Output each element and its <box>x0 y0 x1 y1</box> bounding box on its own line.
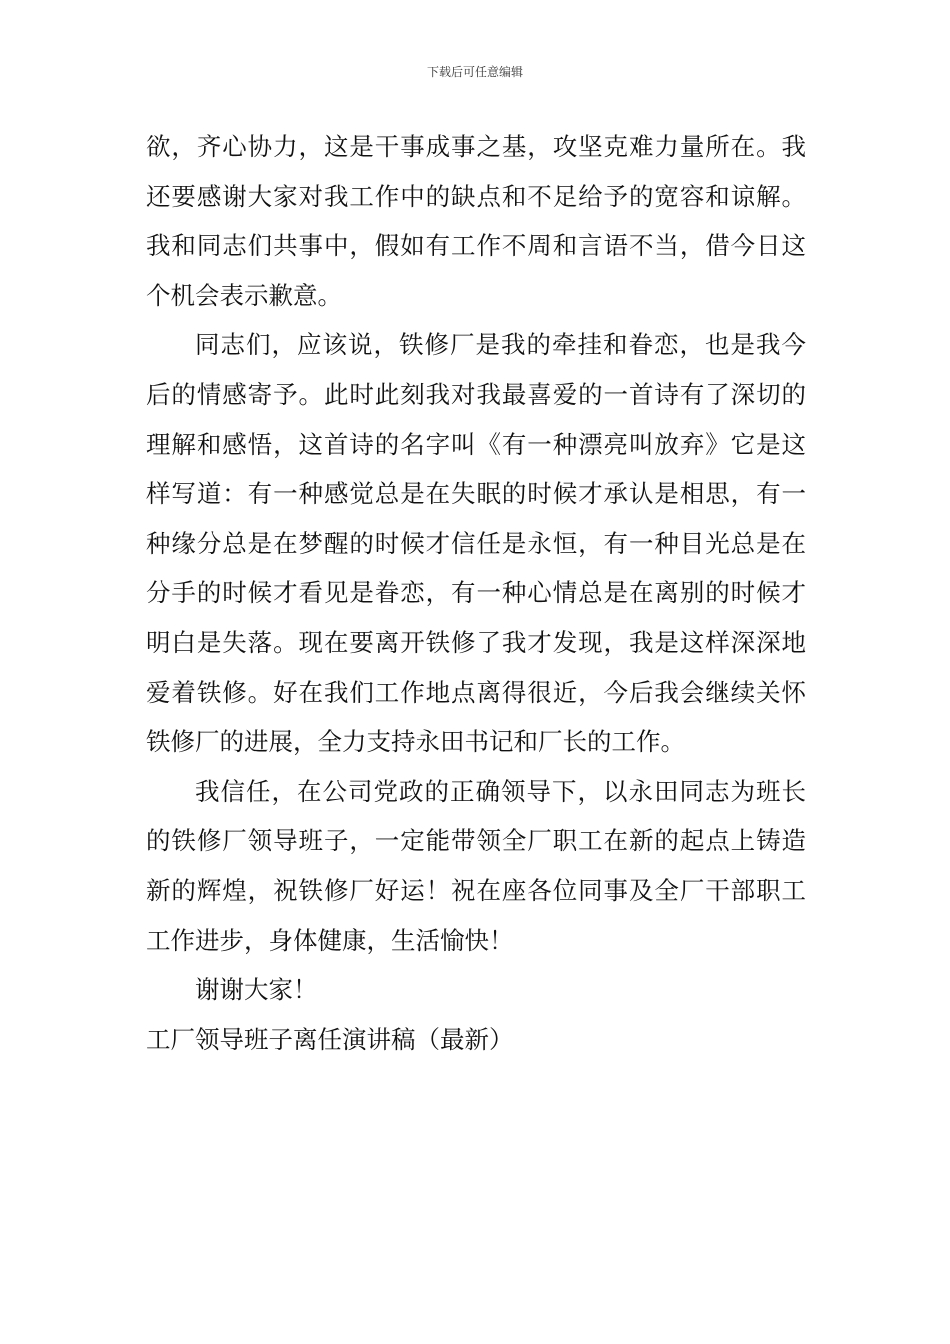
paragraph-poem: 同志们，应该说，铁修厂是我的牵挂和眷恋，也是我今后的情感寄予。此时此刻我对我最喜爱的一首诗有了深切的理解和感悟，这首诗的名字叫《有一种漂亮叫放弃》它是这样写道：有一种感觉总是在失眠的时候才承认是相思，有一种缘分总是在梦醒的时候才信任是永恒，有一种目光总是在分手的时候才看见是眷恋，有一种心情总是在离别的时候才明白是失落。现在要离开铁修了我才发现，我是这样深深地爱着铁修。好在我们工作地点离得很近，今后我会继续关怀铁修厂的进展，全力支持永田书记和厂长的工作。 <box>146 330 806 757</box>
paragraph-closing-thanks: 欲，齐心协力，这是干事成事之基，攻坚克难力量所在。我还要感谢大家对我工作中的缺点和不足给予的宽容和谅解。我和同志们共事中，假如有工作不周和言语不当，借今日这个机会表示歉意。 <box>146 132 806 310</box>
document-body <box>146 122 806 1064</box>
page-header: 下载后可任意编辑 <box>426 65 523 79</box>
paragraph-wishes: 我信任，在公司党政的正确领导下，以永田同志为班长的铁修厂领导班子，一定能带领全厂职工在新的起点上铸造新的辉煌，祝铁修厂好运！祝在座各位同事及全厂干部职工工作进步，身体健康，生活愉快！ <box>146 776 806 955</box>
paragraph-thank-you: 谢谢大家！ <box>195 975 318 1005</box>
document-title-line: 工厂领导班子离任演讲稿（最新） <box>146 1024 514 1054</box>
